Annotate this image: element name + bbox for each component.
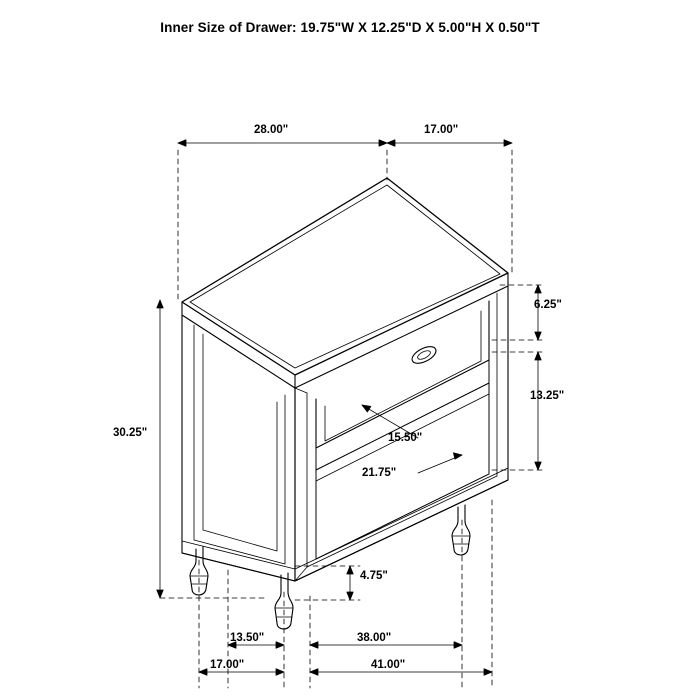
dim-label-bottom-left-inner: 13.50"	[230, 632, 265, 644]
dim-line-right-upper	[535, 285, 541, 340]
furniture-leg-right-front	[452, 505, 470, 555]
dim-line-top-right	[387, 140, 512, 146]
dim-line-leg-height	[347, 566, 353, 600]
dim-label-right-lower: 13.25"	[530, 390, 565, 402]
dim-label-right-upper: 6.25"	[534, 299, 562, 311]
dim-label-bottom-right-outer: 41.00"	[371, 659, 406, 671]
dim-label-top-right: 17.00"	[424, 124, 459, 136]
dim-leader-inner-lower	[418, 453, 462, 473]
dim-line-right-lower	[535, 352, 541, 470]
dim-label-top-left: 28.00"	[254, 124, 289, 136]
furniture-top-panel	[182, 178, 508, 375]
dim-label-leg-height: 4.75"	[360, 570, 388, 582]
page-title: Inner Size of Drawer: 19.75"W X 12.25"D X 5.00"H X 0.50"T	[160, 20, 540, 35]
furniture-base-rail	[182, 468, 508, 581]
dim-label-inner-lower: 21.75"	[362, 467, 397, 479]
dim-line-top-left	[178, 140, 387, 146]
dim-label-bottom-right-inner: 38.00"	[357, 632, 392, 644]
furniture-inner-back-edge	[295, 388, 307, 581]
dim-label-bottom-left-outer: 17.00"	[210, 659, 245, 671]
furniture-lower-opening	[316, 360, 489, 559]
dim-line-left-height	[157, 300, 163, 598]
extension-lines-right	[492, 285, 545, 470]
dim-label-inner-upper: 15.50"	[388, 432, 423, 444]
dim-label-left-height: 30.25"	[113, 427, 148, 439]
